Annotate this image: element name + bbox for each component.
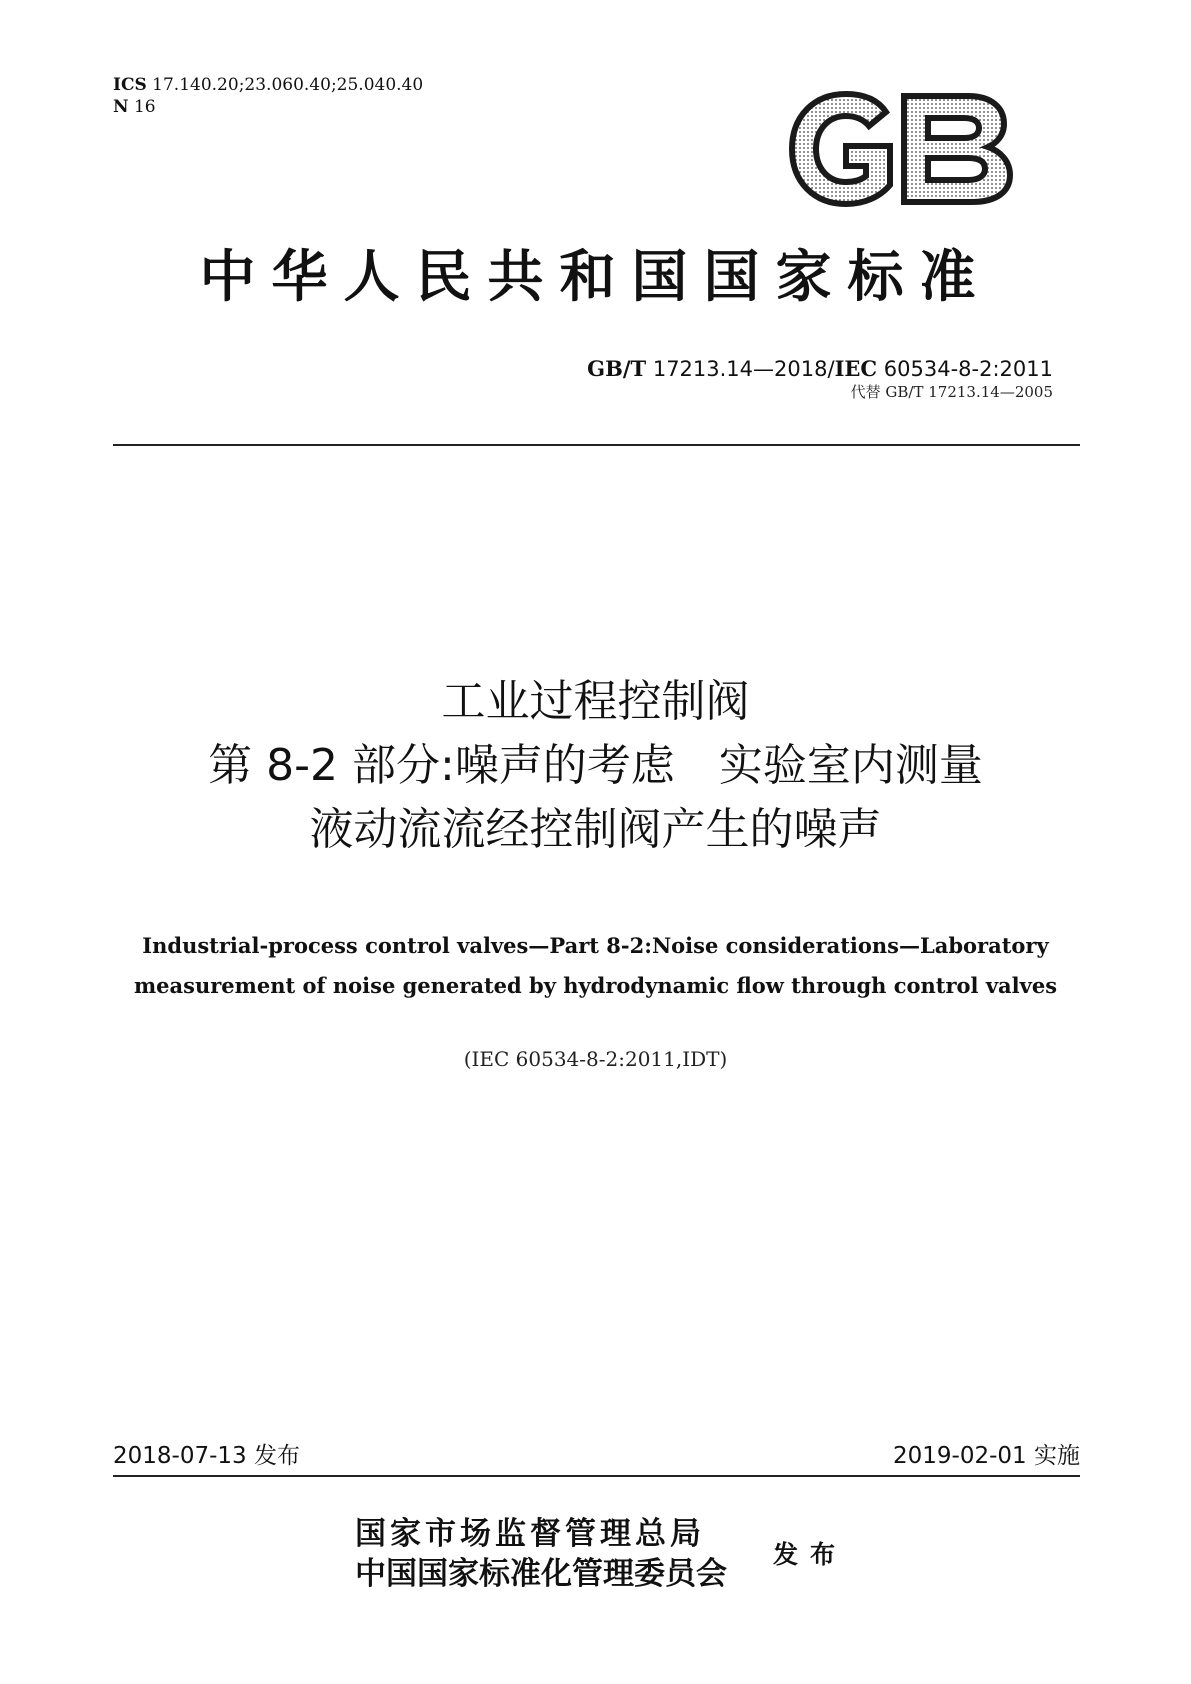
bottom-divider xyxy=(113,1475,1080,1477)
standard-number-value: 17213.14—2018/ xyxy=(652,357,835,381)
title-cn-line-2: 第 8-2 部分:噪声的考虑 实验室内测量 xyxy=(208,740,983,791)
title-chinese xyxy=(60,670,1131,862)
ics-line xyxy=(113,74,423,96)
ics-label: ICS xyxy=(113,75,147,95)
issue-date: 2018-07-13 发布 xyxy=(113,1443,300,1469)
classification-codes xyxy=(113,74,423,118)
standard-prefix: GB/T xyxy=(587,356,647,381)
standard-number xyxy=(587,356,1053,382)
iec-number: 60534-8-2:2011 xyxy=(883,357,1053,381)
title-en-line-2: measurement of noise generated by hydrodynamic flow through control valves xyxy=(133,973,1058,998)
gb-logo xyxy=(786,90,1016,208)
title-english xyxy=(110,926,1081,1006)
implementation-date: 2019-02-01 实施 xyxy=(893,1443,1080,1469)
logo-g-shape xyxy=(792,94,890,204)
national-standard-heading: 中华人民共和国国家标准 xyxy=(199,244,992,310)
publish-action: 发布 xyxy=(773,1540,848,1569)
iec-prefix: IEC xyxy=(834,356,878,381)
publisher-line-1: 国家市场监督管理总局 xyxy=(355,1516,705,1552)
logo-text: GB xyxy=(786,90,788,91)
ccs-value: 16 xyxy=(133,97,156,117)
top-divider xyxy=(113,444,1080,446)
publishers xyxy=(355,1514,727,1594)
publisher-line-2: 中国国家标准化管理委员会 xyxy=(355,1556,727,1592)
ccs-label: N xyxy=(113,97,129,117)
title-en-line-1: Industrial-process control valves—Part 8-2:Noise considerations—Laboratory xyxy=(142,933,1049,958)
iec-equivalence: (IEC 60534-8-2:2011,IDT) xyxy=(463,1047,728,1071)
title-cn-line-1: 工业过程控制阀 xyxy=(441,676,750,727)
ics-value: 17.140.20;23.060.40;25.040.40 xyxy=(152,75,424,95)
replaces-standard: 代替 GB/T 17213.14—2005 xyxy=(850,383,1053,401)
title-cn-line-3: 液动流流经控制阀产生的噪声 xyxy=(309,804,882,855)
logo-b-shape xyxy=(904,96,1010,202)
ccs-line xyxy=(113,96,423,118)
